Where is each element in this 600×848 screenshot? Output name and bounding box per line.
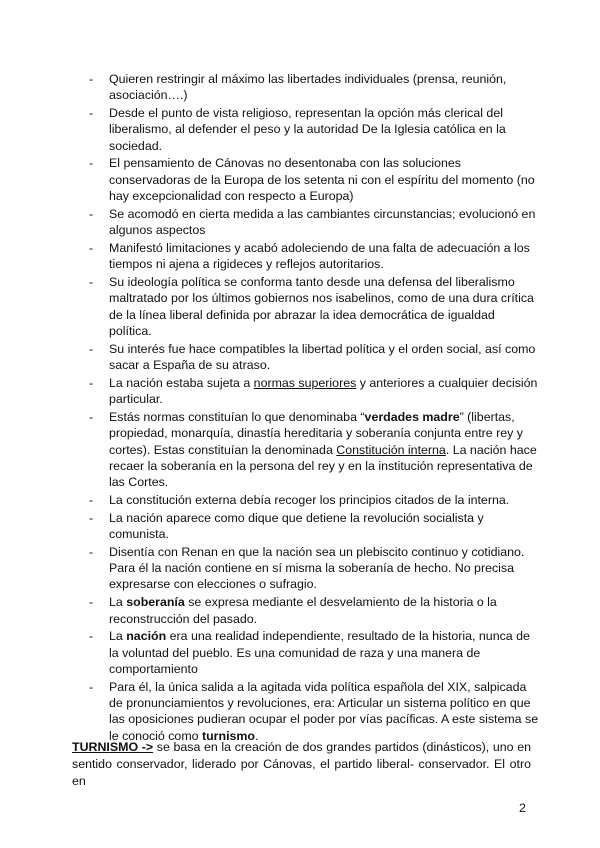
list-item: [89, 594, 539, 627]
text-run: La: [109, 595, 127, 610]
list-item: - Quieren restringir al máximo las libertades individuales (prensa, reunión, asociación….): [89, 71, 539, 104]
bullet-list: [89, 71, 539, 745]
list-item: - Su interés fue hace compatibles la libertad política y el orden social, así como sacar a España de su atraso.: [89, 341, 539, 374]
text-run: se expresa mediante el desvelamiento de la historia o la reconstrucción del pasado.: [109, 595, 497, 626]
list-item: - Su ideología política se conforma tanto desde una defensa del liberalismo maltratado por los últimos gobiernos nos isabelinos, como de una dura crítica de la línea liberal definida por abrazar la idea democrática de igualdad política.: [89, 274, 539, 339]
text-run: Para él, la única salida a la agitada vida política española del XIX, salpicada de pronunciamientos y revoluciones, era: Articular un sistema político en que las oposiciones pudieran ocupar el poder por vías pacíficas. A este sistema se le conoció como: [109, 679, 539, 743]
text-run: Estás normas constituían lo que denominaba “: [109, 409, 365, 424]
turnismo-paragraph: [72, 739, 531, 790]
page-number: 2: [519, 801, 526, 815]
list-item: - Se acomodó en cierta medida a las cambiantes circunstancias; evolucionó en algunos aspectos: [89, 206, 539, 239]
list-item: - El pensamiento de Cánovas no desentonaba con las soluciones conservadoras de la Europa de los setenta ni con el espíritu del momento (no hay excepcionalidad con respecto a Europa): [89, 155, 539, 204]
list-item: - La constitución externa debía recoger los principios citados de la interna.: [89, 492, 539, 508]
list-item: [89, 409, 539, 490]
text-run: La: [109, 629, 127, 644]
list-item: [89, 628, 539, 677]
text-run: La nación estaba sujeta a: [109, 375, 254, 390]
bold-term: verdades madre: [364, 409, 460, 424]
text-run: ” (libertas, propiedad, monarquía, dinastía hereditaria y soberanía conjunta entre rey y cortes). Estas constituían la denominada: [109, 409, 523, 457]
text-run: . La nación hace recaer la soberanía en la persona del rey y en la institución representativa de las Cortes.: [109, 442, 537, 490]
list-item: [89, 679, 539, 744]
list-item: - Disentía con Renan en que la nación sea un plebiscito continuo y cotidiano. Para él la nación contiene en sí misma la soberanía de hecho. No precisa expresarse con elecciones o sufragio.: [89, 544, 539, 593]
list-item: - Manifestó limitaciones y acabó adoleciendo de una falta de adecuación a los tiempos ni ajena a rigideces y reflejos autoritarios.: [89, 240, 539, 273]
bold-term: nación: [126, 629, 167, 644]
text-run: .: [255, 728, 259, 743]
list-item: - La nación aparece como dique que detiene la revolución socialista y comunista.: [89, 510, 539, 543]
underlined-term: Constitución interna: [336, 442, 446, 457]
section-heading: TURNISMO ->: [72, 740, 154, 755]
bold-term: turnismo: [201, 728, 255, 743]
text-run: era una realidad independiente, resultado de la historia, nunca de la voluntad del pueblo. Es una comunidad de raza y una manera de comportamiento: [109, 629, 530, 676]
list-item: [89, 375, 539, 408]
paragraph-text: se basa en la creación de dos grandes partidos (dinásticos), uno en sentido conservador, liderado por Cánovas, el partido liberal- conservador. El otro en: [72, 740, 531, 789]
text-run: y anteriores a cualquier decisión particular.: [109, 375, 538, 407]
list-item: - Desde el punto de vista religioso, representan la opción más clerical del liberalismo, al defender el peso y la autoridad De la Iglesia católica en la sociedad.: [89, 105, 539, 154]
bold-term: soberanía: [126, 595, 185, 610]
underlined-term: normas superiores: [253, 375, 357, 390]
